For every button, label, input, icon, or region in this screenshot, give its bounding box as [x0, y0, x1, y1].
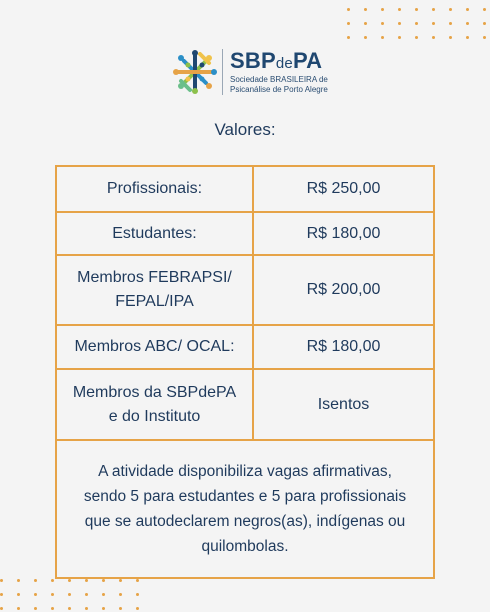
- price-cell: R$ 250,00: [253, 166, 434, 212]
- table-row: [56, 255, 434, 325]
- logo-figures-icon: [172, 49, 218, 95]
- price-table: [55, 165, 435, 579]
- category-cell: [56, 369, 253, 440]
- category-cell: [56, 255, 253, 325]
- logo-divider: [222, 49, 223, 95]
- category-cell: Estudantes:: [56, 212, 253, 255]
- table-row: [56, 212, 434, 255]
- logo-brand-de: de: [275, 55, 293, 73]
- logo-brand-sbp: SBP: [230, 48, 276, 74]
- price-cell: R$ 200,00: [253, 255, 434, 325]
- category-cell: Profissionais:: [56, 166, 253, 212]
- table-row: [56, 166, 434, 212]
- logo-text: [230, 50, 328, 93]
- logo-subtitle: [230, 75, 328, 93]
- note-line: sendo 5 para estudantes e 5 para profissionais: [83, 487, 407, 505]
- category-line: e do Instituto: [108, 407, 201, 425]
- decorative-dots-top: [347, 8, 486, 39]
- sbpdepa-logo: [172, 46, 328, 98]
- category-cell: Membros ABC/ OCAL:: [56, 325, 253, 369]
- table-row: [56, 325, 434, 369]
- logo-subtitle-line2: Psicanálise de Porto Alegre: [230, 84, 328, 94]
- price-cell: Isentos: [253, 369, 434, 440]
- category-line: Membros da SBPdePA: [72, 383, 237, 401]
- category-line: FEPAL/IPA: [115, 293, 194, 310]
- note-line: quilombolas.: [201, 538, 289, 556]
- table-row: [56, 369, 434, 440]
- note-line: A atividade disponibiliza vagas afirmativas,: [98, 462, 392, 480]
- logo-brand-pa: PA: [292, 48, 323, 74]
- logo-subtitle-line1: Sociedade BRASILEIRA de: [230, 75, 328, 85]
- logo-brand: [230, 50, 328, 72]
- note-row: [56, 440, 434, 578]
- affirmative-vacancies-note: [56, 440, 434, 578]
- decorative-dots-bottom: [0, 579, 139, 610]
- category-line: Membros FEBRAPSI/: [77, 269, 232, 286]
- price-cell: R$ 180,00: [253, 212, 434, 255]
- page-title: Valores:: [214, 120, 276, 139]
- price-cell: R$ 180,00: [253, 325, 434, 369]
- note-line: que se autodeclarem negros(as), indígenas ou: [84, 513, 406, 530]
